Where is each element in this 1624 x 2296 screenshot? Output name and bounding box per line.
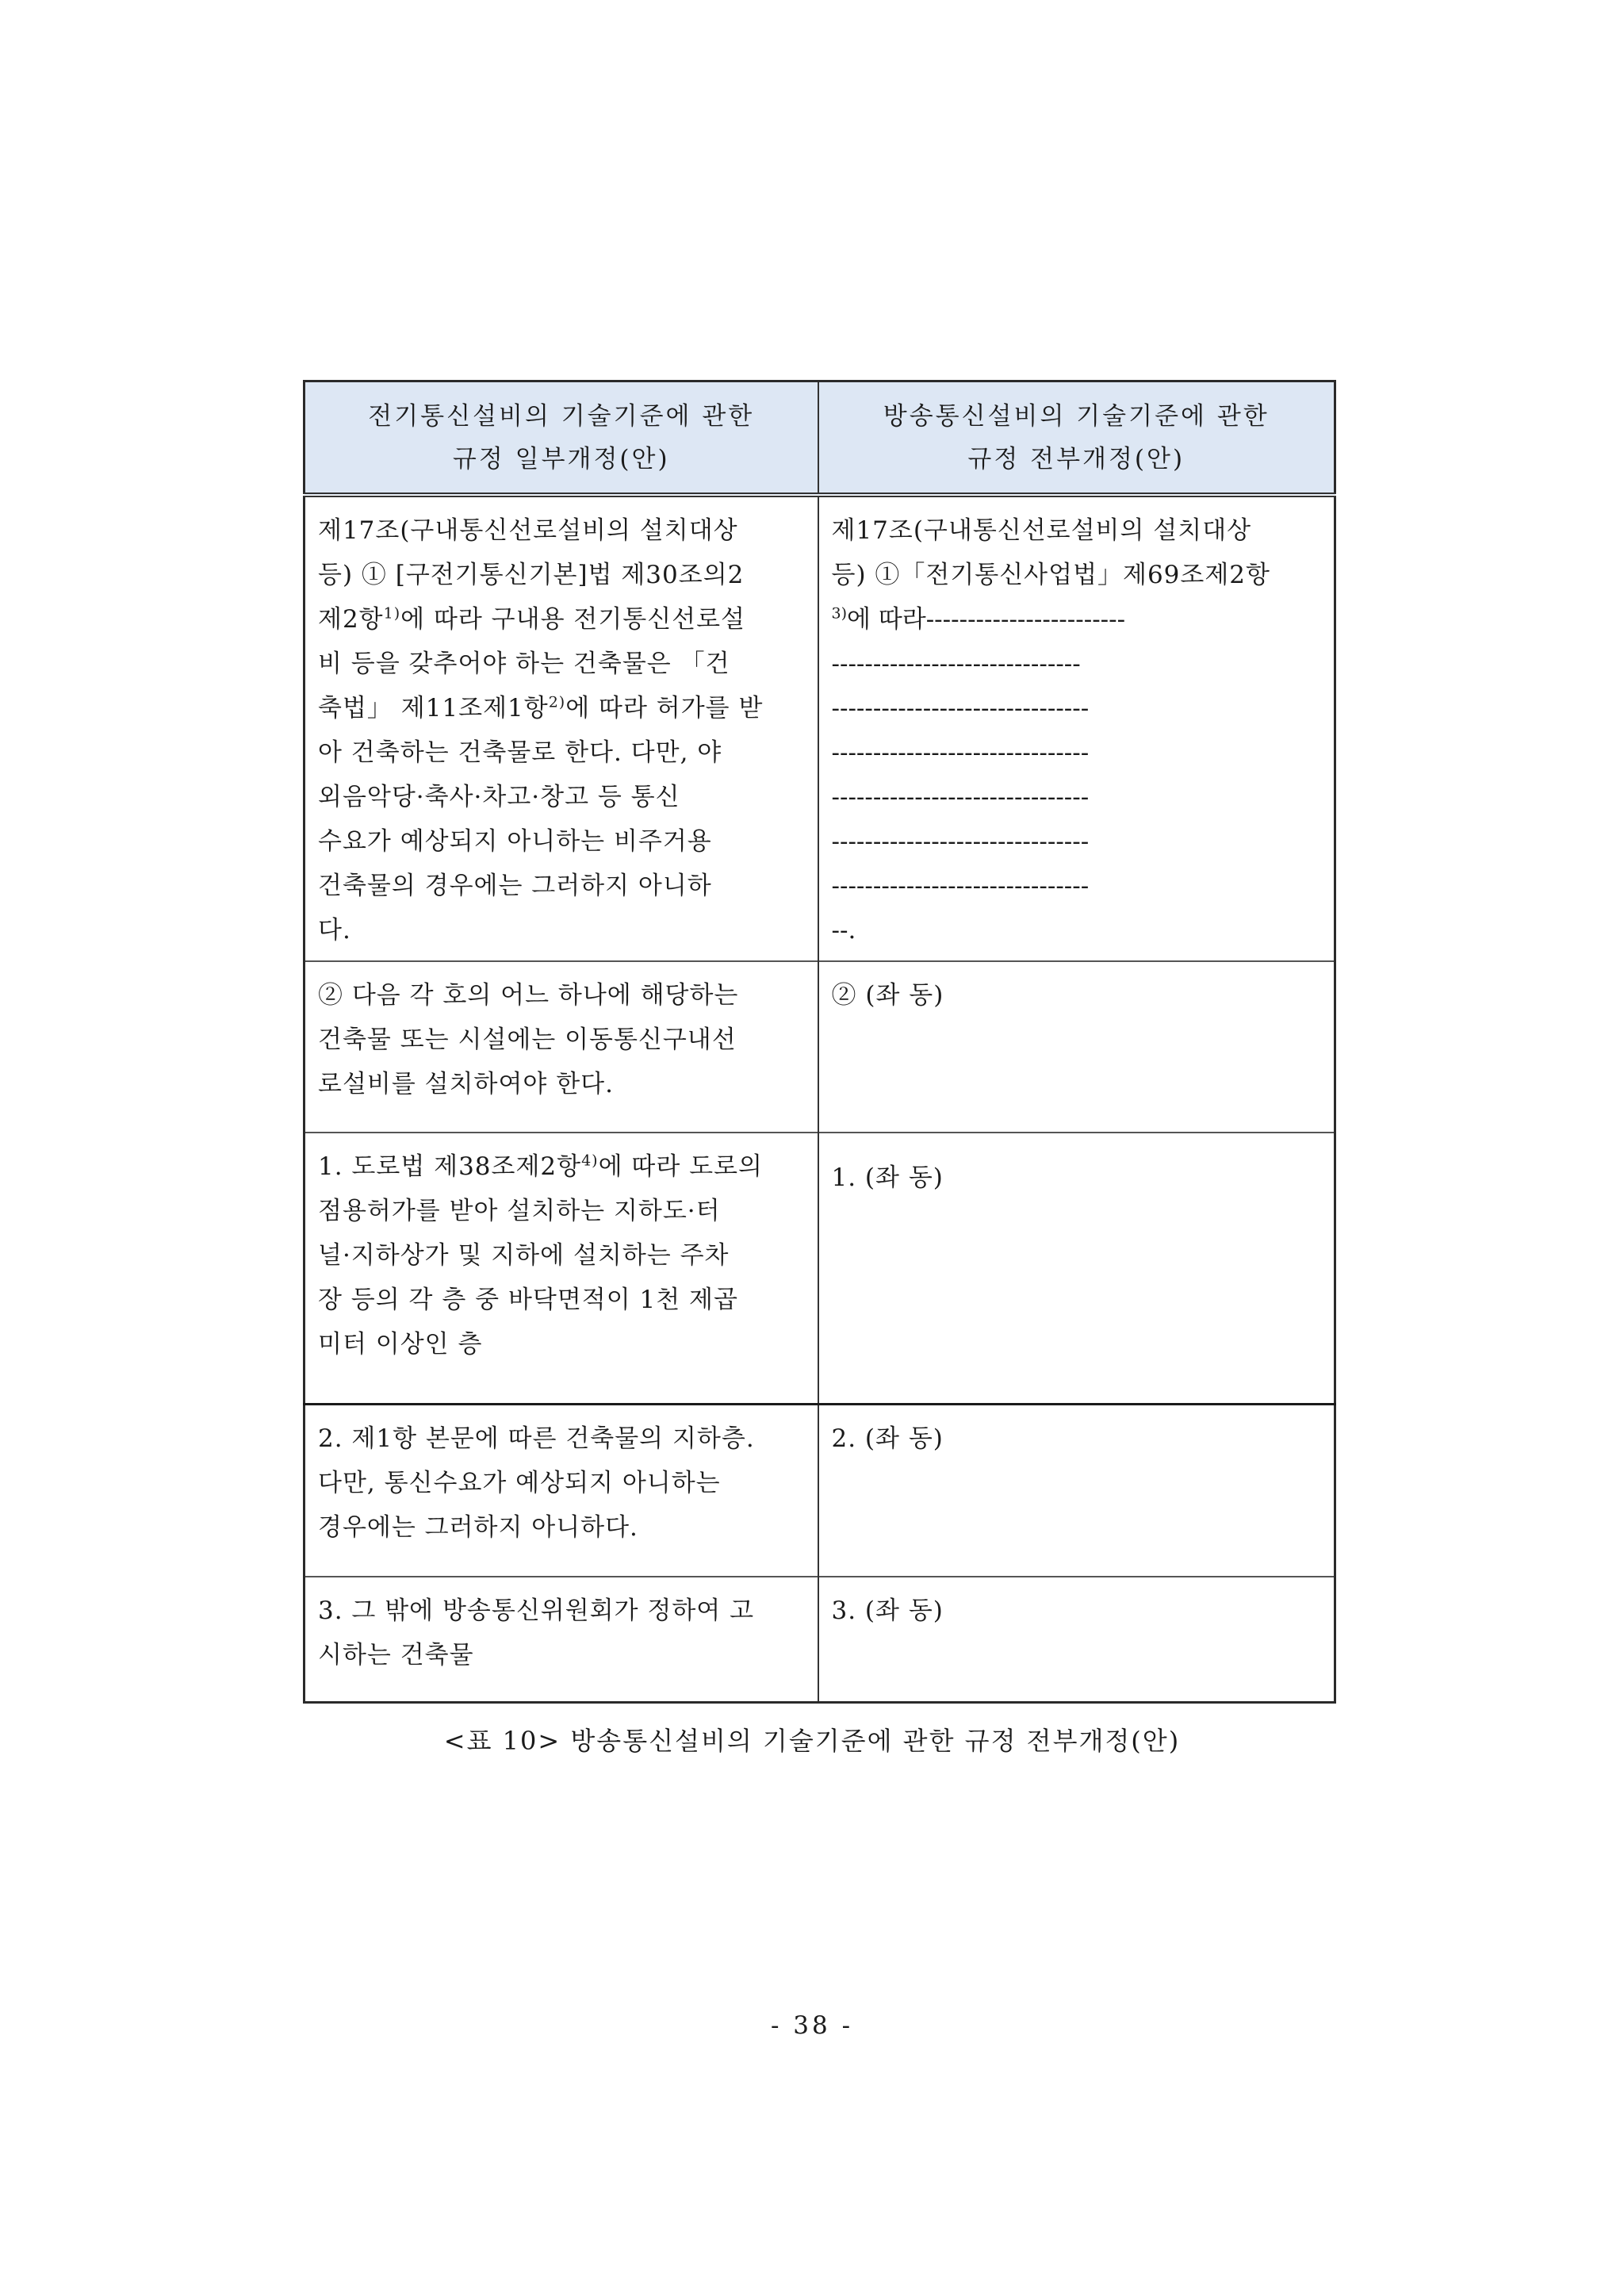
text-run: 에 따라 도로의	[598, 1152, 763, 1181]
text-line	[832, 597, 1322, 642]
text-line: 2. (좌 동)	[831, 1424, 944, 1453]
text-line	[318, 597, 805, 642]
footnote-ref: 2)	[548, 693, 566, 711]
text-line: 등) ① [구전기통신기본]법 제30조의2	[318, 561, 745, 589]
text-line: 점용허가를 받아 설치하는 지하도·터	[318, 1197, 721, 1225]
dash-line: -------------------------------	[831, 738, 1090, 767]
text-line: 경우에는 그러하지 아니하다.	[318, 1512, 638, 1542]
table-row	[304, 1577, 1335, 1702]
text-run: 에 따라------------------------	[847, 605, 1126, 634]
footnote-ref: 4)	[581, 1152, 599, 1170]
item-2-proposed	[818, 1404, 1335, 1577]
dash-line: -------------------------------	[831, 872, 1090, 900]
text-line: 1. (좌 동)	[831, 1163, 944, 1192]
text-line	[318, 1144, 805, 1189]
text-run: 1. 도로법 제38조제2항	[318, 1152, 582, 1181]
table-caption: <표 10> 방송통신설비의 기술기준에 관한 규정 전부개정(안)	[443, 1726, 1181, 1756]
item-2-current	[304, 1404, 818, 1577]
text-line: 비 등을 갖추어야 하는 건축물은 「건	[318, 650, 730, 678]
text-line: 널·지하상가 및 지하에 설치하는 주차	[318, 1241, 730, 1270]
text-run: 제2항	[318, 605, 384, 634]
text-line: 3. (좌 동)	[831, 1596, 944, 1625]
item-1-proposed	[818, 1133, 1335, 1404]
header-right-line2: 규정 전부개정(안)	[967, 444, 1185, 473]
article-17-proposed	[818, 495, 1335, 961]
header-current-regulation	[304, 381, 818, 496]
text-line: 아 건축하는 건축물로 한다. 다만, 야	[318, 738, 722, 767]
text-line: 다.	[318, 916, 351, 945]
text-line: 로설비를 설치하여야 한다.	[318, 1070, 614, 1098]
text-line: 제17조(구내통신선로설비의 설치대상	[318, 516, 738, 545]
table-row	[304, 1133, 1335, 1404]
item-1-current	[304, 1133, 818, 1404]
text-line: ② (좌 동)	[831, 981, 944, 1010]
page-number: - 38 -	[770, 2011, 854, 2040]
footnote-ref: 3)	[831, 604, 848, 623]
table-header-row	[304, 381, 1335, 496]
text-line: 외음악당·축사·차고·창고 등 통신	[318, 783, 680, 811]
text-line: 미터 이상인 층	[318, 1330, 483, 1359]
paragraph-2-current	[304, 961, 818, 1133]
text-line: 장 등의 각 층 중 바닥면적이 1천 제곱	[318, 1286, 738, 1314]
dash-line: -------------------------------	[831, 827, 1090, 856]
text-line: 제17조(구내통신선로설비의 설치대상	[831, 516, 1252, 545]
header-left-line1: 전기통신설비의 기술기준에 관한	[368, 401, 755, 431]
item-3-proposed	[818, 1577, 1335, 1702]
text-line: 건축물 또는 시설에는 이동통신구내선	[318, 1025, 737, 1054]
text-line: 시하는 건축물	[318, 1641, 474, 1669]
text-line: 3. 그 밖에 방송통신위원회가 정하여 고	[318, 1596, 755, 1625]
text-run: 축법」 제11조제1항	[318, 694, 549, 723]
text-line	[318, 686, 805, 730]
text-run: 에 따라 구내용 전기통신선로설	[400, 605, 745, 634]
text-line: 다만, 통신수요가 예상되지 아니하는	[318, 1468, 721, 1497]
text-line: 등) ①「전기통신사업법」제69조제2항	[831, 561, 1270, 589]
header-left-line2: 규정 일부개정(안)	[452, 444, 670, 473]
table-row	[304, 1404, 1335, 1577]
table-row	[304, 495, 1335, 961]
comparison-table	[303, 380, 1336, 1704]
article-17-current	[304, 495, 818, 961]
footnote-ref: 1)	[383, 604, 401, 623]
dash-line: -------------------------------	[831, 783, 1090, 811]
text-line: ② 다음 각 호의 어느 하나에 해당하는	[318, 981, 739, 1010]
item-3-current	[304, 1577, 818, 1702]
dash-line: ------------------------------	[831, 650, 1081, 678]
text-line: 건축물의 경우에는 그러하지 아니하	[318, 872, 712, 900]
dash-line: --.	[831, 916, 856, 945]
table-row	[304, 961, 1335, 1133]
text-run: 에 따라 허가를 받	[565, 694, 764, 723]
text-line: 수요가 예상되지 아니하는 비주거용	[318, 827, 712, 856]
paragraph-2-proposed	[818, 961, 1335, 1133]
dash-line: -------------------------------	[831, 694, 1090, 723]
text-line: 2. 제1항 본문에 따른 건축물의 지하층.	[318, 1424, 755, 1453]
header-right-line1: 방송통신설비의 기술기준에 관한	[883, 401, 1270, 431]
header-proposed-regulation	[818, 381, 1335, 496]
